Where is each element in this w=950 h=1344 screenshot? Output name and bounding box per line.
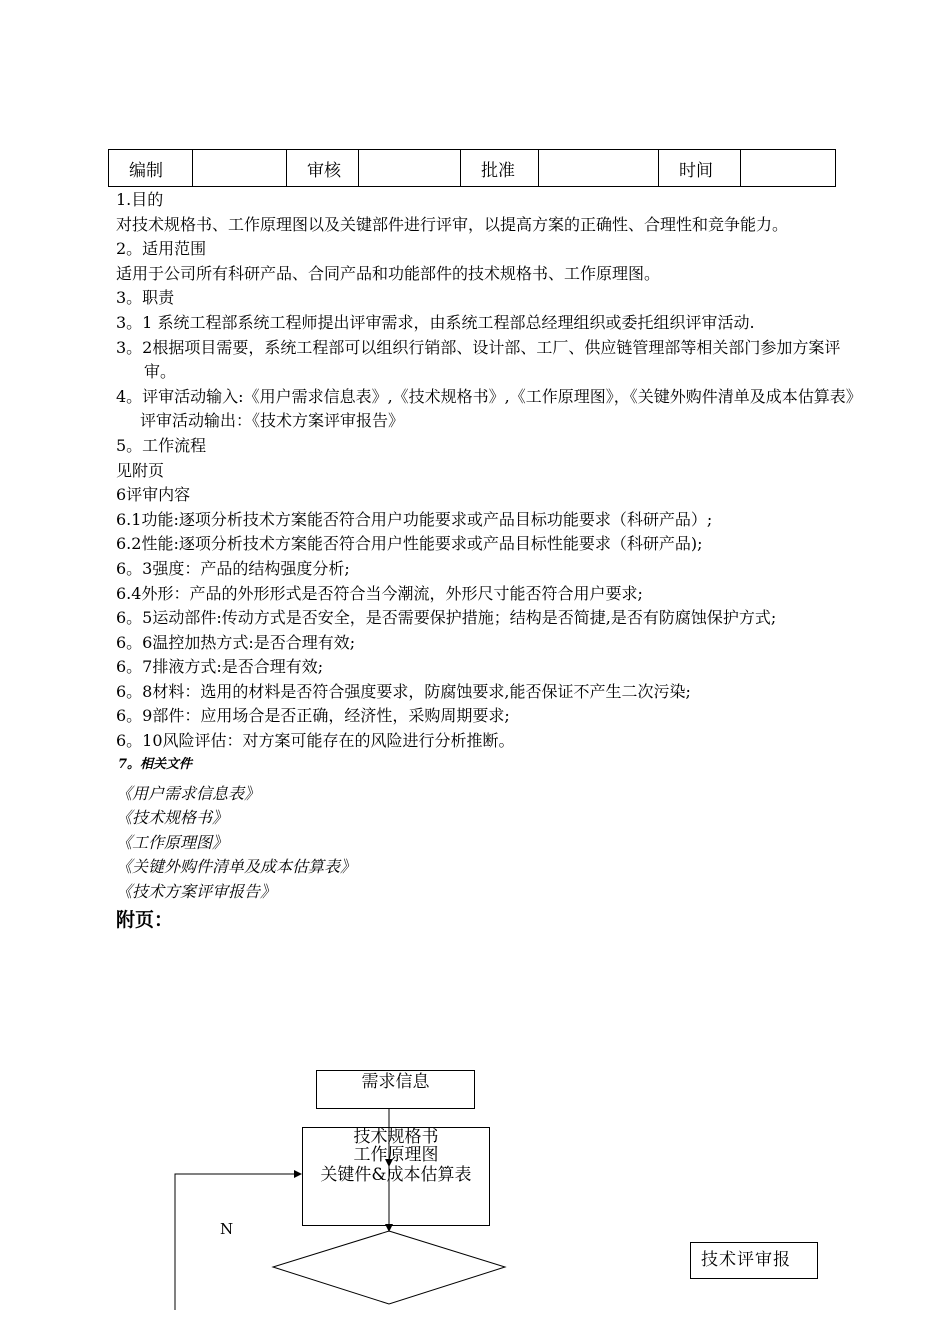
section-6-item: 6。7排液方式:是否合理有效; — [116, 657, 324, 677]
section-5-text: 见附页 — [116, 460, 165, 480]
review-report-label: 技术评审报 — [701, 1250, 791, 1270]
decision-diamond — [273, 1231, 505, 1304]
no-label: N — [220, 1220, 234, 1238]
related-doc: 《技术方案评审报告》 — [116, 882, 277, 902]
demand-info-box — [316, 1070, 475, 1109]
section-6-item: 6。6温控加热方式:是否合理有效; — [116, 632, 356, 652]
spec-box-line3: 关键件&成本估算表 — [320, 1165, 472, 1185]
section-4-output: 评审活动输出：《技术方案评审报告》 — [140, 411, 405, 431]
section-4-input: 4。评审活动输入:《用户需求信息表》,《技术规格书》,《工作原理图》，《关键外购件清单及成本估算表》 — [116, 386, 862, 406]
section-6-title: 6评审内容 — [116, 485, 191, 505]
section-3-1: 3。1 系统工程部系统工程师提出评审需求，由系统工程部总经理组织或委托组织评审活动. — [116, 312, 755, 332]
bianzhi-label: 编制 — [109, 150, 193, 187]
section-3-title: 3。职责 — [116, 288, 175, 308]
related-doc: 《工作原理图》 — [116, 832, 229, 852]
section-6-item: 6.2性能:逐项分析技术方案能否符合用户性能要求或产品目标性能要求（科研产品); — [116, 534, 703, 554]
section-6-item: 6。8材料：选用的材料是否符合强度要求，防腐蚀要求,能否保证不产生二次污染; — [116, 681, 691, 701]
related-doc: 《关键外购件清单及成本估算表》 — [116, 857, 357, 877]
section-6-item: 6。9部件：应用场合是否正确，经济性，采购周期要求; — [116, 706, 510, 726]
spec-box-line2: 工作原理图 — [353, 1145, 439, 1165]
section-6-item: 6。10风险评估：对方案可能存在的风险进行分析推断。 — [116, 731, 515, 751]
section-1-text: 对技术规格书、工作原理图以及关键部件进行评审，以提高方案的正确性、合理性和竞争能力。 — [116, 214, 789, 234]
section-3-2: 3。2根据项目需要，系统工程部可以组织行销部、设计部、工厂、供应链管理部等相关部门参加方案评审。 — [116, 337, 841, 382]
related-doc: 《用户需求信息表》 — [116, 783, 261, 803]
section-6-item: 6.1功能:逐项分析技术方案能否符合用户功能要求或产品目标功能要求（科研产品）; — [116, 509, 713, 529]
section-7-title: 7。相关文件 — [118, 756, 193, 772]
related-doc: 《技术规格书》 — [116, 808, 229, 828]
spec-box — [302, 1127, 490, 1226]
demand-info-label: 需求信息 — [361, 1072, 430, 1092]
section-2-text: 适用于公司所有科研产品、合同产品和功能部件的技术规格书、工作原理图。 — [116, 263, 661, 283]
section-1-title: 1.目的 — [116, 190, 164, 209]
section-6-item: 6.4外形：产品的外形形式是否符合当今潮流，外形尺寸能否符合用户要求; — [116, 583, 643, 603]
appendix-title: 附页： — [116, 908, 174, 931]
section-2-title: 2。适用范围 — [116, 239, 207, 259]
feedback-loop-line — [175, 1174, 301, 1310]
shijian-label: 时间 — [659, 150, 741, 187]
shenhe-label: 审核 — [287, 150, 359, 187]
pizhun-label: 批准 — [461, 150, 539, 187]
section-6-item: 6。3强度：产品的结构强度分析; — [116, 558, 350, 578]
spec-box-line1: 技术规格书 — [353, 1127, 439, 1147]
review-report-box — [690, 1242, 818, 1279]
section-6-item: 6。5运动部件:传动方式是否安全，是否需要保护措施；结构是否简捷,是否有防腐蚀保护方式; — [116, 608, 777, 628]
section-5-title: 5。工作流程 — [116, 435, 207, 455]
